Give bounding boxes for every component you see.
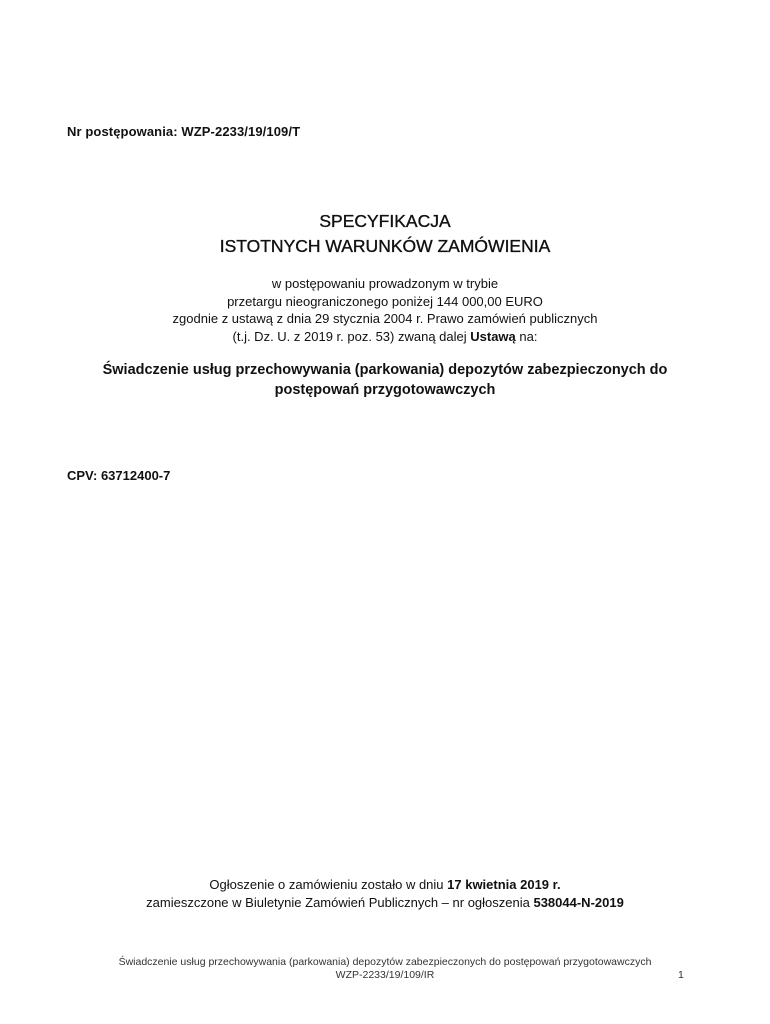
announcement-line-1: [0, 876, 770, 894]
case-number: Nr postępowania: WZP-2233/19/109/T: [67, 124, 301, 139]
announcement-date: 17 kwietnia 2019 r.: [447, 877, 561, 892]
intro-line-1: w postępowaniu prowadzonym w trybie: [271, 276, 499, 291]
page-number: 1: [678, 969, 684, 981]
intro-line-4-bold: Ustawą: [470, 328, 516, 344]
subject-line-2: postępowań przygotowawczych: [274, 381, 496, 398]
announcement-line-2: [0, 894, 770, 912]
intro-line-4-prefix: (t.j. Dz. U. z 2019 r. poz. 53) zwaną dalej: [232, 328, 471, 344]
announcement-line-1-prefix: Ogłoszenie o zamówieniu zostało w dniu: [209, 877, 448, 892]
procedure-intro: [0, 275, 770, 345]
title-line-1: SPECYFIKACJA: [319, 211, 451, 231]
contract-subject: [0, 361, 770, 400]
intro-line-2: przetargu nieograniczonego poniżej 144 000,00 EURO: [227, 293, 543, 309]
footer-line-1: Świadczenie usług przechowywania (parkowania) depozytów zabezpieczonych do postępowań przygotowawczych: [118, 956, 652, 968]
footer-line-2: WZP-2233/19/109/IR: [335, 969, 435, 981]
title-line-2: ISTOTNYCH WARUNKÓW ZAMÓWIENIA: [219, 236, 551, 256]
page-footer: [0, 956, 770, 982]
intro-line-4: [0, 328, 770, 346]
document-title: [0, 209, 770, 259]
announcement-note: [0, 876, 770, 912]
intro-line-4-suffix: na:: [515, 328, 538, 344]
cpv-code: CPV: 63712400-7: [67, 468, 171, 483]
announcement-number: 538044-N-2019: [533, 895, 624, 910]
intro-line-3: zgodnie z ustawą z dnia 29 stycznia 2004 r. Prawo zamówień publicznych: [172, 311, 598, 326]
announcement-line-2-prefix: zamieszczone w Biuletynie Zamówień Publicznych – nr ogłoszenia: [146, 895, 534, 910]
subject-line-1: Świadczenie usług przechowywania (parkowania) depozytów zabezpieczonych do: [102, 362, 668, 378]
